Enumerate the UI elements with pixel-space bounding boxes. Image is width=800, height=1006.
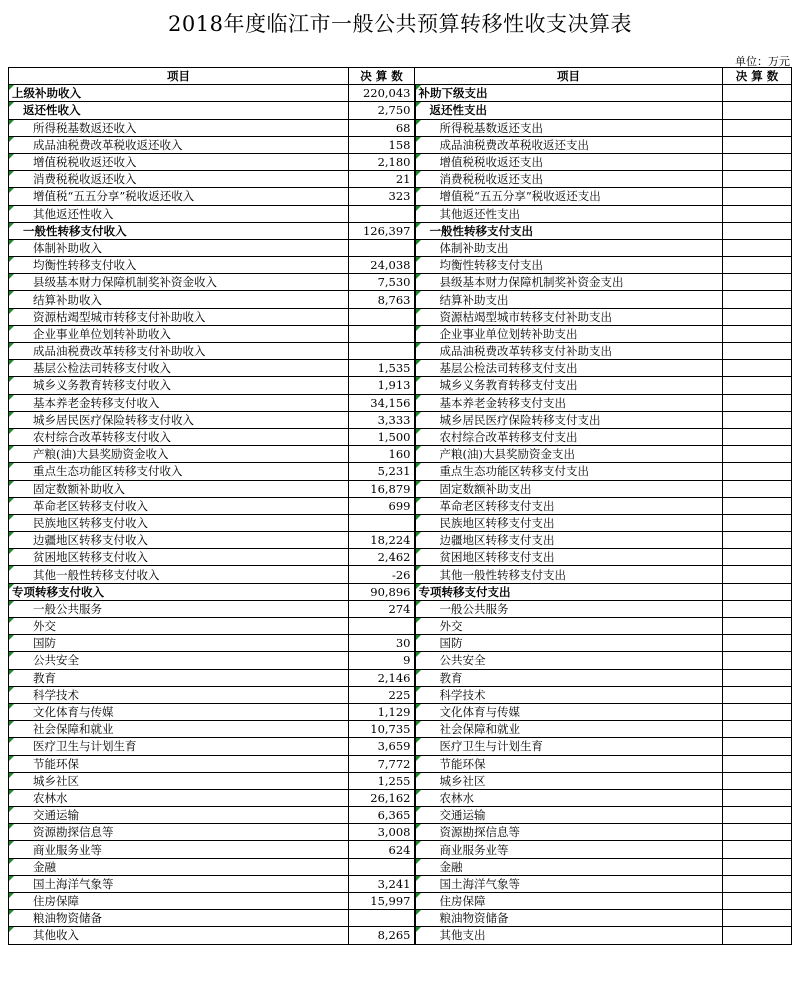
expense-item: 革命老区转移支付支出 bbox=[415, 497, 723, 514]
expense-amount bbox=[723, 428, 792, 445]
income-item: 科学技术 bbox=[9, 686, 349, 703]
income-amount: 21 bbox=[349, 171, 415, 188]
expense-item: 边疆地区转移支付支出 bbox=[415, 532, 723, 549]
expense-amount bbox=[723, 480, 792, 497]
expense-item: 外交 bbox=[415, 618, 723, 635]
expense-amount bbox=[723, 119, 792, 136]
income-amount: 225 bbox=[349, 686, 415, 703]
income-item: 国土海洋气象等 bbox=[9, 875, 349, 892]
income-item: 基层公检法司转移支付收入 bbox=[9, 360, 349, 377]
table-row bbox=[9, 85, 792, 102]
expense-item: 均衡性转移支付支出 bbox=[415, 257, 723, 274]
expense-item: 其他支出 bbox=[415, 927, 723, 944]
expense-item: 所得税基数返还支出 bbox=[415, 119, 723, 136]
expense-amount bbox=[723, 841, 792, 858]
expense-item: 返还性支出 bbox=[415, 102, 723, 119]
income-item: 其他收入 bbox=[9, 927, 349, 944]
expense-amount bbox=[723, 927, 792, 944]
table-row bbox=[9, 394, 792, 411]
expense-item: 住房保障 bbox=[415, 893, 723, 910]
expense-item: 金融 bbox=[415, 858, 723, 875]
income-item: 资源勘探信息等 bbox=[9, 824, 349, 841]
expense-item: 基本养老金转移支付支出 bbox=[415, 394, 723, 411]
expense-amount bbox=[723, 600, 792, 617]
expense-amount bbox=[723, 566, 792, 583]
expense-item: 粮油物资储备 bbox=[415, 910, 723, 927]
table-row bbox=[9, 102, 792, 119]
income-item: 重点生态功能区转移支付收入 bbox=[9, 463, 349, 480]
expense-item: 一般公共服务 bbox=[415, 600, 723, 617]
income-item: 贫困地区转移支付收入 bbox=[9, 549, 349, 566]
expense-item: 城乡义务教育转移支付支出 bbox=[415, 377, 723, 394]
table-row bbox=[9, 532, 792, 549]
income-amount: 220,043 bbox=[349, 85, 415, 102]
income-item: 成品油税费改革转移支付补助收入 bbox=[9, 343, 349, 360]
expense-amount bbox=[723, 222, 792, 239]
table-row bbox=[9, 600, 792, 617]
income-amount: 90,896 bbox=[349, 583, 415, 600]
expense-amount bbox=[723, 308, 792, 325]
table-row bbox=[9, 824, 792, 841]
income-amount: 8,265 bbox=[349, 927, 415, 944]
income-item: 国防 bbox=[9, 635, 349, 652]
expense-amount bbox=[723, 514, 792, 531]
expense-item: 教育 bbox=[415, 669, 723, 686]
expense-item: 增值税税收返还支出 bbox=[415, 153, 723, 170]
income-item: 所得税基数返还收入 bbox=[9, 119, 349, 136]
income-item: 上级补助收入 bbox=[9, 85, 349, 102]
income-item: 成品油税费改革税收返还收入 bbox=[9, 136, 349, 153]
income-item: 一般公共服务 bbox=[9, 600, 349, 617]
table-row bbox=[9, 841, 792, 858]
expense-item: 医疗卫生与计划生育 bbox=[415, 738, 723, 755]
income-item: 固定数额补助收入 bbox=[9, 480, 349, 497]
table-row bbox=[9, 652, 792, 669]
income-item: 企业事业单位划转补助收入 bbox=[9, 325, 349, 342]
expense-item: 民族地区转移支付支出 bbox=[415, 514, 723, 531]
header-amount-right: 决 算 数 bbox=[723, 68, 792, 85]
income-amount: 2,750 bbox=[349, 102, 415, 119]
expense-item: 农林水 bbox=[415, 789, 723, 806]
table-row bbox=[9, 893, 792, 910]
expense-amount bbox=[723, 807, 792, 824]
expense-item: 交通运输 bbox=[415, 807, 723, 824]
expense-item: 结算补助支出 bbox=[415, 291, 723, 308]
expense-item: 文化体育与传媒 bbox=[415, 703, 723, 720]
expense-item: 资源枯竭型城市转移支付补助支出 bbox=[415, 308, 723, 325]
table-row bbox=[9, 325, 792, 342]
income-item: 资源枯竭型城市转移支付补助收入 bbox=[9, 308, 349, 325]
expense-amount bbox=[723, 85, 792, 102]
expense-amount bbox=[723, 686, 792, 703]
expense-amount bbox=[723, 377, 792, 394]
expense-amount bbox=[723, 153, 792, 170]
income-amount: 3,008 bbox=[349, 824, 415, 841]
expense-item: 国防 bbox=[415, 635, 723, 652]
table-row bbox=[9, 153, 792, 170]
expense-item: 商业服务业等 bbox=[415, 841, 723, 858]
expense-amount bbox=[723, 394, 792, 411]
expense-amount bbox=[723, 755, 792, 772]
income-item: 交通运输 bbox=[9, 807, 349, 824]
expense-amount bbox=[723, 343, 792, 360]
expense-item: 节能环保 bbox=[415, 755, 723, 772]
expense-amount bbox=[723, 824, 792, 841]
income-item: 商业服务业等 bbox=[9, 841, 349, 858]
expense-amount bbox=[723, 549, 792, 566]
expense-amount bbox=[723, 497, 792, 514]
income-amount: 158 bbox=[349, 136, 415, 153]
expense-amount bbox=[723, 721, 792, 738]
table-row bbox=[9, 497, 792, 514]
table-row bbox=[9, 738, 792, 755]
table-row bbox=[9, 583, 792, 600]
expense-amount bbox=[723, 893, 792, 910]
expense-item: 城乡居民医疗保险转移支付支出 bbox=[415, 411, 723, 428]
expense-amount bbox=[723, 411, 792, 428]
income-item: 边疆地区转移支付收入 bbox=[9, 532, 349, 549]
income-amount: 1,129 bbox=[349, 703, 415, 720]
expense-amount bbox=[723, 188, 792, 205]
income-item: 县级基本财力保障机制奖补资金收入 bbox=[9, 274, 349, 291]
table-row bbox=[9, 411, 792, 428]
expense-item: 体制补助支出 bbox=[415, 239, 723, 256]
income-amount bbox=[349, 858, 415, 875]
income-item: 住房保障 bbox=[9, 893, 349, 910]
expense-amount bbox=[723, 136, 792, 153]
income-item: 节能环保 bbox=[9, 755, 349, 772]
income-amount bbox=[349, 343, 415, 360]
income-amount bbox=[349, 205, 415, 222]
unit-label: 单位：万元 bbox=[735, 55, 790, 68]
table-row bbox=[9, 257, 792, 274]
table-row bbox=[9, 188, 792, 205]
income-item: 民族地区转移支付收入 bbox=[9, 514, 349, 531]
table-body bbox=[9, 85, 792, 944]
income-amount: 126,397 bbox=[349, 222, 415, 239]
income-item: 公共安全 bbox=[9, 652, 349, 669]
income-item: 一般性转移支付收入 bbox=[9, 222, 349, 239]
expense-amount bbox=[723, 583, 792, 600]
income-amount: 9 bbox=[349, 652, 415, 669]
expense-item: 县级基本财力保障机制奖补资金支出 bbox=[415, 274, 723, 291]
income-amount: 5,231 bbox=[349, 463, 415, 480]
income-item: 其他返还性收入 bbox=[9, 205, 349, 222]
expense-item: 社会保障和就业 bbox=[415, 721, 723, 738]
table-row bbox=[9, 222, 792, 239]
table-row bbox=[9, 618, 792, 635]
expense-amount bbox=[723, 325, 792, 342]
expense-item: 一般性转移支付支出 bbox=[415, 222, 723, 239]
table-row bbox=[9, 566, 792, 583]
header-item-right: 项目 bbox=[415, 68, 723, 85]
table-row bbox=[9, 669, 792, 686]
table-row bbox=[9, 480, 792, 497]
expense-item: 资源勘探信息等 bbox=[415, 824, 723, 841]
income-amount: 7,530 bbox=[349, 274, 415, 291]
income-amount bbox=[349, 308, 415, 325]
income-amount bbox=[349, 239, 415, 256]
table-row bbox=[9, 428, 792, 445]
income-item: 专项转移支付收入 bbox=[9, 583, 349, 600]
header-amount-left: 决 算 数 bbox=[349, 68, 415, 85]
table-row bbox=[9, 875, 792, 892]
expense-amount bbox=[723, 858, 792, 875]
income-item: 城乡社区 bbox=[9, 772, 349, 789]
table-row bbox=[9, 446, 792, 463]
income-item: 医疗卫生与计划生育 bbox=[9, 738, 349, 755]
income-amount: 2,146 bbox=[349, 669, 415, 686]
expense-amount bbox=[723, 910, 792, 927]
table-row bbox=[9, 463, 792, 480]
income-amount: 1,255 bbox=[349, 772, 415, 789]
expense-amount bbox=[723, 102, 792, 119]
expense-item: 固定数额补助支出 bbox=[415, 480, 723, 497]
expense-amount bbox=[723, 463, 792, 480]
income-item: 社会保障和就业 bbox=[9, 721, 349, 738]
expense-item: 产粮(油)大县奖励资金支出 bbox=[415, 446, 723, 463]
expense-amount bbox=[723, 669, 792, 686]
income-amount: 10,735 bbox=[349, 721, 415, 738]
expense-item: 企业事业单位划转补助支出 bbox=[415, 325, 723, 342]
table-row bbox=[9, 514, 792, 531]
income-amount: 3,333 bbox=[349, 411, 415, 428]
income-item: 城乡居民医疗保险转移支付收入 bbox=[9, 411, 349, 428]
table-row bbox=[9, 136, 792, 153]
income-amount: 34,156 bbox=[349, 394, 415, 411]
income-item: 教育 bbox=[9, 669, 349, 686]
income-amount: 1,535 bbox=[349, 360, 415, 377]
income-item: 城乡义务教育转移支付收入 bbox=[9, 377, 349, 394]
expense-amount bbox=[723, 532, 792, 549]
income-amount: 2,180 bbox=[349, 153, 415, 170]
table-row bbox=[9, 343, 792, 360]
income-item: 农村综合改革转移支付收入 bbox=[9, 428, 349, 445]
expense-item: 成品油税费改革转移支付补助支出 bbox=[415, 343, 723, 360]
expense-amount bbox=[723, 635, 792, 652]
table-row bbox=[9, 549, 792, 566]
table-row bbox=[9, 119, 792, 136]
expense-item: 其他一般性转移支付支出 bbox=[415, 566, 723, 583]
income-item: 结算补助收入 bbox=[9, 291, 349, 308]
income-item: 消费税税收返还收入 bbox=[9, 171, 349, 188]
expense-item: 补助下级支出 bbox=[415, 85, 723, 102]
expense-item: 城乡社区 bbox=[415, 772, 723, 789]
expense-item: 其他返还性支出 bbox=[415, 205, 723, 222]
page-title: 2018年度临江市一般公共预算转移性收支决算表 bbox=[168, 12, 632, 36]
expense-amount bbox=[723, 446, 792, 463]
income-amount: 699 bbox=[349, 497, 415, 514]
income-item: 其他一般性转移支付收入 bbox=[9, 566, 349, 583]
income-amount bbox=[349, 325, 415, 342]
expense-amount bbox=[723, 875, 792, 892]
income-item: 产粮(油)大县奖励资金收入 bbox=[9, 446, 349, 463]
table-row bbox=[9, 308, 792, 325]
income-item: 革命老区转移支付收入 bbox=[9, 497, 349, 514]
income-amount: 3,659 bbox=[349, 738, 415, 755]
income-amount bbox=[349, 910, 415, 927]
table-row bbox=[9, 910, 792, 927]
table-row bbox=[9, 721, 792, 738]
income-amount: 18,224 bbox=[349, 532, 415, 549]
expense-item: 农村综合改革转移支付支出 bbox=[415, 428, 723, 445]
income-amount: 24,038 bbox=[349, 257, 415, 274]
expense-item: 基层公检法司转移支付支出 bbox=[415, 360, 723, 377]
table-row bbox=[9, 858, 792, 875]
budget-table bbox=[8, 67, 792, 945]
income-item: 金融 bbox=[9, 858, 349, 875]
income-amount: 1,913 bbox=[349, 377, 415, 394]
income-amount: 2,462 bbox=[349, 549, 415, 566]
table-row bbox=[9, 927, 792, 944]
expense-item: 消费税税收返还支出 bbox=[415, 171, 723, 188]
expense-amount bbox=[723, 738, 792, 755]
income-amount: 16,879 bbox=[349, 480, 415, 497]
income-item: 增值税税收返还收入 bbox=[9, 153, 349, 170]
table-row bbox=[9, 772, 792, 789]
expense-amount bbox=[723, 171, 792, 188]
table-row bbox=[9, 807, 792, 824]
income-amount: 30 bbox=[349, 635, 415, 652]
income-item: 外交 bbox=[9, 618, 349, 635]
income-item: 粮油物资储备 bbox=[9, 910, 349, 927]
expense-amount bbox=[723, 652, 792, 669]
table-row bbox=[9, 377, 792, 394]
income-amount: 1,500 bbox=[349, 428, 415, 445]
income-amount bbox=[349, 514, 415, 531]
expense-item: 科学技术 bbox=[415, 686, 723, 703]
income-amount: 6,365 bbox=[349, 807, 415, 824]
table-row bbox=[9, 360, 792, 377]
expense-item: 成品油税费改革税收返还支出 bbox=[415, 136, 723, 153]
income-amount: 7,772 bbox=[349, 755, 415, 772]
income-amount bbox=[349, 618, 415, 635]
expense-item: 贫困地区转移支付支出 bbox=[415, 549, 723, 566]
expense-amount bbox=[723, 291, 792, 308]
income-item: 均衡性转移支付收入 bbox=[9, 257, 349, 274]
table-row bbox=[9, 789, 792, 806]
expense-amount bbox=[723, 360, 792, 377]
table-row bbox=[9, 205, 792, 222]
table-row bbox=[9, 635, 792, 652]
income-item: 返还性收入 bbox=[9, 102, 349, 119]
table-row bbox=[9, 239, 792, 256]
table-row bbox=[9, 171, 792, 188]
expense-amount bbox=[723, 274, 792, 291]
header-item-left: 项目 bbox=[9, 68, 349, 85]
table-row bbox=[9, 686, 792, 703]
expense-item: 专项转移支付支出 bbox=[415, 583, 723, 600]
expense-amount bbox=[723, 239, 792, 256]
table-row bbox=[9, 291, 792, 308]
income-item: 体制补助收入 bbox=[9, 239, 349, 256]
table-row bbox=[9, 703, 792, 720]
expense-amount bbox=[723, 205, 792, 222]
expense-item: 增值税“五五分享”税收返还支出 bbox=[415, 188, 723, 205]
income-amount: 274 bbox=[349, 600, 415, 617]
expense-item: 重点生态功能区转移支付支出 bbox=[415, 463, 723, 480]
table-row bbox=[9, 274, 792, 291]
income-amount: 624 bbox=[349, 841, 415, 858]
income-amount: 15,997 bbox=[349, 893, 415, 910]
expense-item: 公共安全 bbox=[415, 652, 723, 669]
income-amount: 323 bbox=[349, 188, 415, 205]
expense-amount bbox=[723, 772, 792, 789]
income-amount: 26,162 bbox=[349, 789, 415, 806]
income-amount: 68 bbox=[349, 119, 415, 136]
expense-amount bbox=[723, 257, 792, 274]
expense-amount bbox=[723, 703, 792, 720]
expense-amount bbox=[723, 789, 792, 806]
income-item: 基本养老金转移支付收入 bbox=[9, 394, 349, 411]
income-amount: 3,241 bbox=[349, 875, 415, 892]
expense-item: 国土海洋气象等 bbox=[415, 875, 723, 892]
income-item: 文化体育与传媒 bbox=[9, 703, 349, 720]
table-row bbox=[9, 755, 792, 772]
income-amount: -26 bbox=[349, 566, 415, 583]
table-header-row bbox=[9, 68, 792, 85]
income-item: 增值税“五五分享”税收返还收入 bbox=[9, 188, 349, 205]
expense-amount bbox=[723, 618, 792, 635]
income-item: 农林水 bbox=[9, 789, 349, 806]
income-amount: 160 bbox=[349, 446, 415, 463]
income-amount: 8,763 bbox=[349, 291, 415, 308]
